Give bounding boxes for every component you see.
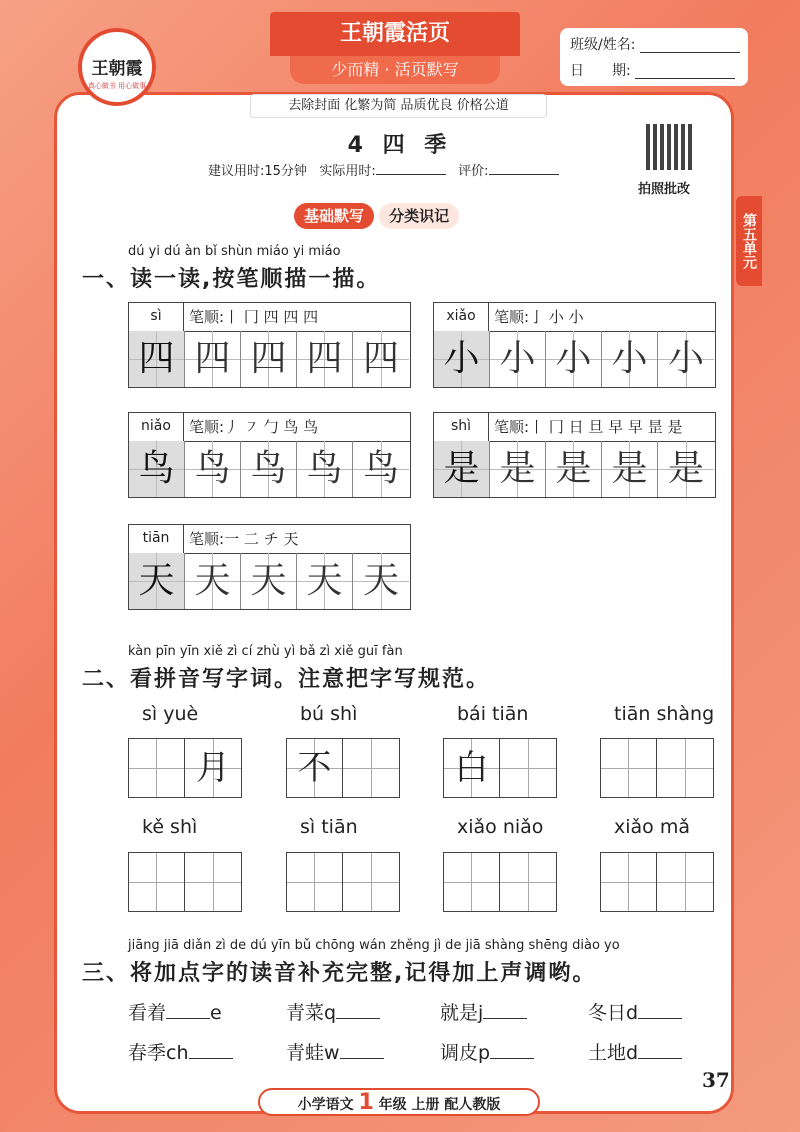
- item-word: 春季: [128, 1042, 167, 1064]
- suggested-time: 建议用时:15分钟: [208, 164, 307, 179]
- pinyin-fill-item: [286, 1038, 384, 1065]
- q2-heading: 二、看拼音写字词。注意把字写规范。: [82, 667, 491, 692]
- stroke-order-text: [494, 303, 584, 331]
- footer-subject: 小学语文: [297, 1097, 354, 1113]
- banner-title: 王朝霞活页: [270, 12, 520, 56]
- trace-char-cell[interactable]: 四: [241, 331, 297, 387]
- item-word: 看着: [128, 1002, 167, 1024]
- item-hint: j: [478, 1002, 484, 1024]
- answer-blank[interactable]: [483, 1002, 527, 1019]
- footer-badge: [258, 1088, 540, 1116]
- stroke-order-label: 笔顺:: [189, 418, 225, 436]
- char-writing-cell[interactable]: [657, 853, 713, 911]
- char-writing-cell[interactable]: 月: [185, 739, 241, 797]
- char-writing-cell[interactable]: [444, 853, 500, 911]
- logo-text: 王朝霞: [91, 59, 143, 79]
- word-writing-box: [600, 738, 714, 798]
- word-pinyin: bú shì: [300, 703, 358, 725]
- item-word: 冬日: [588, 1002, 627, 1024]
- trace-char-cell[interactable]: 鸟: [185, 441, 241, 497]
- q3-pinyin: jiāng jiā diǎn zì de dú yīn bǔ chōng wán zhěng jì de jiā shàng shēng diào yo: [128, 938, 620, 953]
- stroke-order-label: 笔顺:: [189, 530, 225, 548]
- timing-row: [208, 160, 559, 179]
- trace-char-cell[interactable]: 小: [546, 331, 602, 387]
- word-writing-box: [600, 852, 714, 912]
- trace-char-cell[interactable]: 鸟: [297, 441, 353, 497]
- char-writing-cell[interactable]: [129, 739, 185, 797]
- footer-grade-text: 年级 上册 配人教版: [378, 1097, 501, 1113]
- trace-char-cell[interactable]: 小: [602, 331, 658, 387]
- trace-char-cell[interactable]: 四: [185, 331, 241, 387]
- word-writing-box: [286, 852, 400, 912]
- stroke-order-header: [434, 413, 715, 442]
- stroke-order-header: [129, 413, 410, 442]
- stroke-order-text: [189, 525, 298, 553]
- char-pinyin: xiǎo: [434, 303, 489, 331]
- class-name-field[interactable]: [640, 38, 740, 53]
- stroke-order-label: 笔顺:: [189, 308, 225, 326]
- trace-char-cell[interactable]: 天: [353, 553, 409, 609]
- trace-char-cell[interactable]: 是: [658, 441, 714, 497]
- trace-char-cell[interactable]: 四: [297, 331, 353, 387]
- q1-pinyin: dú yi dú àn bǐ shùn miáo yi miáo: [128, 244, 341, 259]
- answer-blank[interactable]: [189, 1042, 233, 1059]
- word-writing-box: [443, 852, 557, 912]
- stroke-order-header: [129, 525, 410, 554]
- word-pinyin: xiǎo niǎo: [457, 816, 544, 838]
- actual-time-field[interactable]: [376, 162, 446, 175]
- word-pinyin: xiǎo mǎ: [614, 816, 690, 838]
- answer-blank[interactable]: [638, 1042, 682, 1059]
- item-hint: e: [210, 1002, 222, 1024]
- item-hint: d: [626, 1042, 639, 1064]
- unit-tab: 第五单元: [736, 196, 762, 286]
- char-writing-cell[interactable]: [185, 853, 241, 911]
- char-writing-cell[interactable]: [500, 739, 556, 797]
- word-pinyin: tiān shàng: [614, 703, 715, 725]
- stroke-order-text: [189, 303, 318, 331]
- trace-char-cell[interactable]: 天: [297, 553, 353, 609]
- stroke-order-box: [433, 412, 716, 498]
- logo-subtext: 真心做书 用心做事: [87, 82, 147, 90]
- char-writing-cell[interactable]: [657, 739, 713, 797]
- stroke-order-box: [128, 524, 411, 610]
- item-hint: p: [478, 1042, 491, 1064]
- pinyin-fill-item: [128, 1038, 233, 1065]
- char-writing-cell[interactable]: [343, 853, 399, 911]
- stroke-order-label: 笔顺:: [494, 308, 530, 326]
- trace-char-cell[interactable]: 是: [602, 441, 658, 497]
- trace-char-cell[interactable]: 是: [490, 441, 546, 497]
- stroke-order-strokes: 一 二 チ 天: [224, 530, 299, 548]
- slogans: 去除封面 化繁为简 品质优良 价格公道: [250, 94, 547, 118]
- word-writing-box: [128, 738, 242, 798]
- model-char-cell: 天: [129, 553, 185, 609]
- stroke-order-box: [128, 302, 411, 388]
- date-label: 日 期:: [570, 63, 631, 79]
- evaluation-label: 评价:: [458, 164, 489, 179]
- stroke-order-strokes: 丨 冂 四 四 四: [224, 308, 319, 326]
- word-writing-box: [128, 852, 242, 912]
- model-char-cell: 鸟: [129, 441, 185, 497]
- char-writing-cell[interactable]: [500, 853, 556, 911]
- q3-heading: 三、将加点字的读音补充完整,记得加上声调哟。: [82, 961, 597, 986]
- pinyin-fill-item: [128, 998, 222, 1025]
- stroke-order-label: 笔顺:: [494, 418, 530, 436]
- footer-grade-number: 1: [358, 1090, 374, 1115]
- stroke-order-header: [129, 303, 410, 332]
- char-pinyin: shì: [434, 413, 489, 441]
- stroke-order-strokes: 丿 ㇇ 勹 鸟 鸟: [224, 418, 319, 436]
- answer-blank[interactable]: [490, 1042, 534, 1059]
- stroke-order-header: [434, 303, 715, 332]
- stroke-order-box: [128, 412, 411, 498]
- qr-label: 拍照批改: [638, 182, 691, 197]
- trace-char-cell[interactable]: 四: [353, 331, 409, 387]
- model-char-cell: 小: [434, 331, 490, 387]
- section-tag: [294, 203, 459, 229]
- trace-char-cell[interactable]: 天: [185, 553, 241, 609]
- char-pinyin: tiān: [129, 525, 184, 553]
- item-word: 土地: [588, 1042, 627, 1064]
- trace-char-cell[interactable]: 鸟: [241, 441, 297, 497]
- answer-blank[interactable]: [166, 1002, 210, 1019]
- char-pinyin: niǎo: [129, 413, 184, 441]
- stroke-order-box: [433, 302, 716, 388]
- class-name-label: 班级/姓名:: [570, 37, 636, 53]
- char-writing-cell[interactable]: [601, 739, 657, 797]
- brand-logo: [78, 28, 156, 106]
- item-hint: d: [626, 1002, 639, 1024]
- item-hint: w: [324, 1042, 340, 1064]
- trace-char-cell[interactable]: 小: [658, 331, 714, 387]
- model-char-cell: 四: [129, 331, 185, 387]
- answer-blank[interactable]: [638, 1002, 682, 1019]
- word-pinyin: sì yuè: [142, 703, 199, 725]
- char-writing-cell[interactable]: 白: [444, 739, 500, 797]
- answer-blank[interactable]: [340, 1042, 384, 1059]
- word-pinyin: sì tiān: [300, 816, 358, 838]
- word-pinyin: bái tiān: [457, 703, 529, 725]
- item-word: 调皮: [440, 1042, 479, 1064]
- char-writing-cell[interactable]: [129, 853, 185, 911]
- pinyin-fill-item: [588, 1038, 682, 1065]
- actual-time-label: 实际用时:: [319, 164, 376, 179]
- student-info-box: [560, 28, 748, 86]
- item-word: 青蛙: [286, 1042, 325, 1064]
- trace-char-cell[interactable]: 鸟: [353, 441, 409, 497]
- evaluation-field[interactable]: [489, 162, 559, 175]
- page-number: 37: [702, 1068, 730, 1092]
- qr-code-icon[interactable]: [646, 124, 692, 170]
- q2-pinyin: kàn pīn yīn xiě zì cí zhù yì bǎ zì xiě guī fàn: [128, 644, 403, 659]
- pinyin-fill-item: [286, 998, 380, 1025]
- q1-heading: 一、读一读,按笔顺描一描。: [82, 267, 381, 292]
- stroke-order-text: [494, 413, 682, 441]
- trace-char-cell[interactable]: 是: [546, 441, 602, 497]
- item-hint: ch: [166, 1042, 189, 1064]
- trace-char-cell[interactable]: 小: [490, 331, 546, 387]
- word-pinyin: kě shì: [142, 816, 198, 838]
- stroke-order-strokes: 亅 小 小: [529, 308, 584, 326]
- lesson-title: 4 四 季: [347, 133, 453, 158]
- char-writing-cell[interactable]: [287, 853, 343, 911]
- date-field[interactable]: [635, 64, 735, 79]
- char-writing-cell[interactable]: 不: [287, 739, 343, 797]
- pinyin-fill-item: [440, 1038, 534, 1065]
- item-word: 青菜: [286, 1002, 325, 1024]
- banner-subtitle: 少而精 · 活页默写: [290, 56, 500, 84]
- item-hint: q: [324, 1002, 337, 1024]
- section-tag-secondary: 分类识记: [379, 203, 459, 229]
- item-word: 就是: [440, 1002, 479, 1024]
- section-tag-primary: 基础默写: [294, 203, 374, 229]
- pinyin-fill-item: [440, 998, 527, 1025]
- word-writing-box: [443, 738, 557, 798]
- char-writing-cell[interactable]: [343, 739, 399, 797]
- stroke-order-strokes: 丨 冂 日 旦 早 早 昰 是: [529, 418, 683, 436]
- char-writing-cell[interactable]: [601, 853, 657, 911]
- brand-banner: [270, 12, 520, 92]
- pinyin-fill-item: [588, 998, 682, 1025]
- answer-blank[interactable]: [336, 1002, 380, 1019]
- trace-char-cell[interactable]: 天: [241, 553, 297, 609]
- word-writing-box: [286, 738, 400, 798]
- char-pinyin: sì: [129, 303, 184, 331]
- model-char-cell: 是: [434, 441, 490, 497]
- stroke-order-text: [189, 413, 318, 441]
